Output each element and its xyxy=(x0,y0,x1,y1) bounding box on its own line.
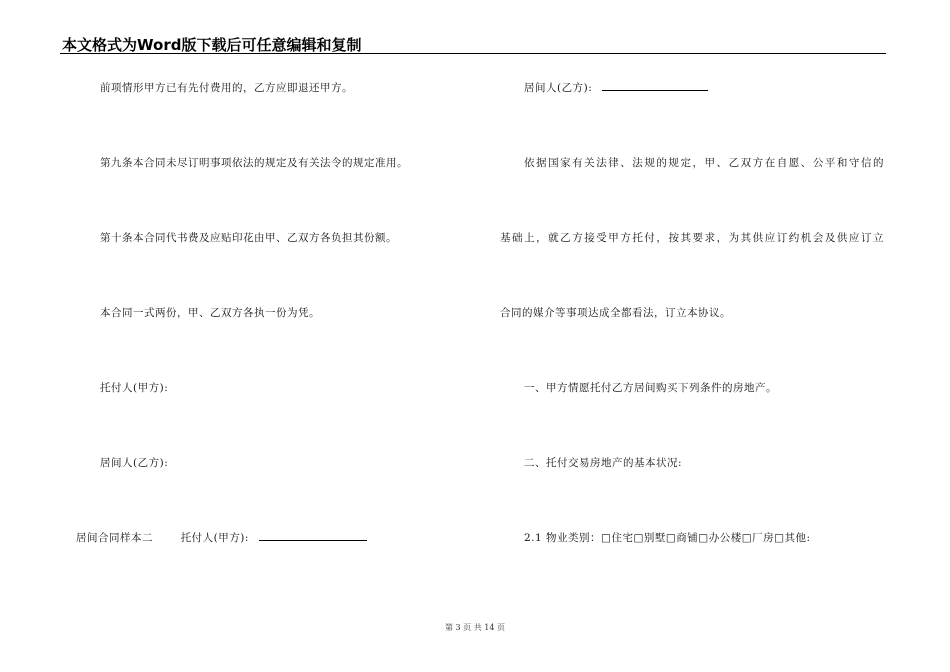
page-footer: 第 3 页 共 14 页 xyxy=(445,623,505,632)
left-paragraph-1: 前项情形甲方已有先付费用的，乙方应即退还甲方。 xyxy=(100,82,353,94)
left-paragraph-3: 第十条本合同代书费及应贴印花由甲、乙双方各负担其份额。 xyxy=(100,232,397,244)
right-paragraph-2: 基础上，就乙方接受甲方托付，按其要求，为其供应订约机会及供应订立 xyxy=(500,232,884,244)
principal-signature-blank[interactable] xyxy=(259,530,367,541)
principal-label: 托付人(甲方): xyxy=(180,532,249,544)
left-paragraph-4: 本合同一式两份，甲、乙双方各执一份为凭。 xyxy=(100,307,320,319)
right-paragraph-1: 依据国家有关法律、法规的规定，甲、乙双方在自愿、公平和守信的 xyxy=(524,157,884,169)
header-divider xyxy=(60,53,886,54)
document-header: 本文格式为Word版下载后可任意编辑和复制 xyxy=(62,36,362,54)
right-paragraph-4: 一、甲方情愿托付乙方居间购买下列条件的房地产。 xyxy=(524,382,777,394)
broker-label: 居间人(乙方): xyxy=(524,82,593,94)
broker-signature-blank[interactable] xyxy=(602,80,708,91)
sample-title: 居间合同样本二 xyxy=(76,532,153,544)
right-paragraph-5: 二、托付交易房地产的基本状况: xyxy=(524,457,683,469)
right-broker-line xyxy=(524,80,708,95)
right-paragraph-3: 合同的媒介等事项达成全都看法，订立本协议。 xyxy=(500,307,731,319)
left-paragraph-principal: 托付人(甲方): xyxy=(100,382,169,394)
right-paragraph-6: 2.1 物业类别：□住宅□别墅□商铺□办公楼□厂房□其他: xyxy=(524,532,811,544)
left-paragraph-2: 第九条本合同未尽订明事项依法的规定及有关法令的规定准用。 xyxy=(100,157,408,169)
left-paragraph-broker: 居间人(乙方): xyxy=(100,457,169,469)
left-sample-line xyxy=(76,530,367,545)
